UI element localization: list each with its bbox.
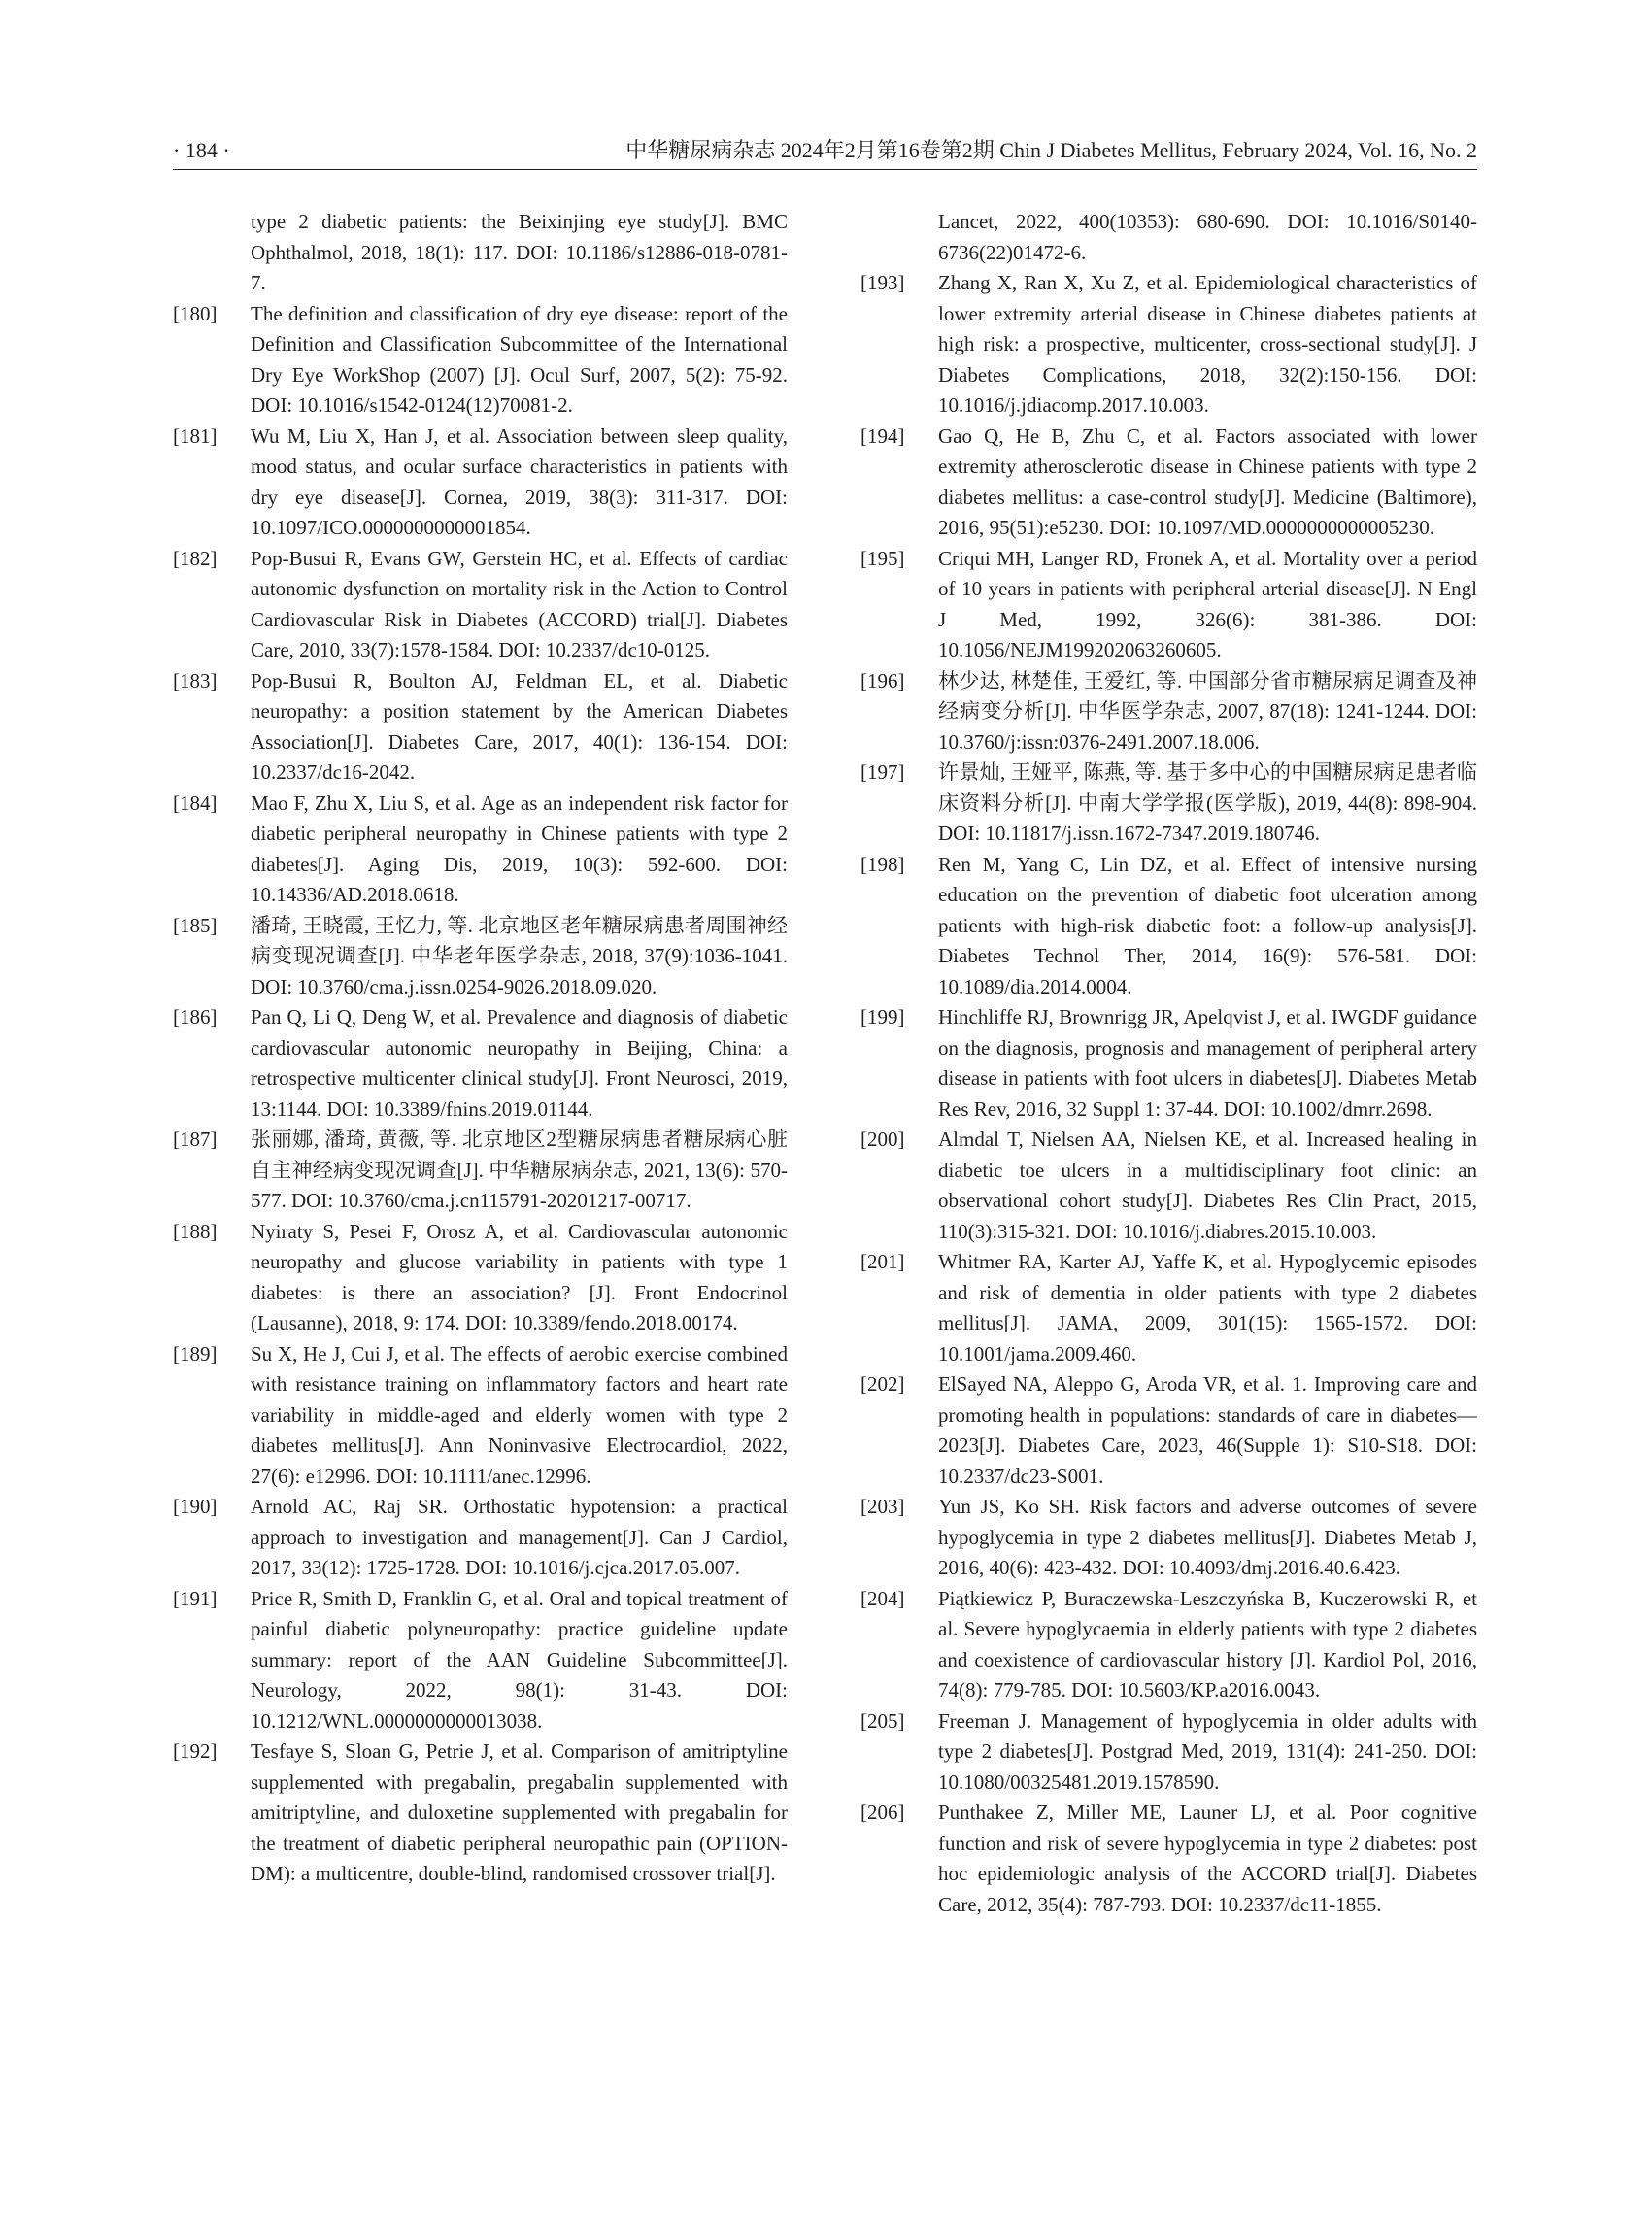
reference-number: [188] bbox=[173, 1219, 218, 1243]
reference-item bbox=[173, 544, 788, 666]
reference-number: [193] bbox=[860, 271, 905, 294]
reference-item bbox=[860, 1492, 1477, 1584]
reference-item bbox=[173, 1002, 788, 1125]
reference-number: [190] bbox=[173, 1495, 218, 1518]
reference-number: [202] bbox=[860, 1372, 905, 1396]
reference-continuation: type 2 diabetic patients: the Beixinjing eye study[J]. BMC Ophthalmol, 2018, 18(1): 117. DOI: 10.1186/s12886-018-0781-7. bbox=[251, 210, 788, 294]
reference-number: [201] bbox=[860, 1250, 905, 1273]
reference-item bbox=[173, 1584, 788, 1737]
reference-item bbox=[173, 666, 788, 789]
reference-number: [204] bbox=[860, 1586, 905, 1610]
reference-item bbox=[860, 544, 1477, 666]
reference-text: Zhang X, Ran X, Xu Z, et al. Epidemiological characteristics of lower extremity arterial disease in Chinese diabetes patients at high risk: a prospective, multicenter, cross-sectional study[J]. J Diabetes Complications, 2018, 32(2):150-156. DOI: 10.1016/j.jdiacomp.2017.10.003. bbox=[938, 271, 1477, 417]
reference-text: Gao Q, He B, Zhu C, et al. Factors associated with lower extremity atherosclerotic disease in Chinese patients with type 2 diabetes mellitus: a case-control study[J]. Medicine (Baltimore), 2016, 95(51):e5230. DOI: 10.1097/MD.0000000000005230. bbox=[938, 423, 1477, 539]
reference-text: Ren M, Yang C, Lin DZ, et al. Effect of intensive nursing education on the prevention of diabetic foot ulceration among patients with high-risk diabetic foot: a follow-up analysis[J]. Diabetes Technol Ther, 2014, 16(9): 576-581. DOI: 10.1089/dia.2014.0004. bbox=[938, 852, 1477, 998]
reference-text: Pop-Busui R, Boulton AJ, Feldman EL, et al. Diabetic neuropathy: a position statement by the American Diabetes Association[J]. Diabetes Care, 2017, 40(1): 136-154. DOI: 10.2337/dc16-2042. bbox=[251, 668, 788, 784]
reference-number: [184] bbox=[173, 791, 218, 815]
reference-text: ElSayed NA, Aleppo G, Aroda VR, et al. 1. Improving care and promoting health in populations: standards of care in diabetes—2023[J]. Diabetes Care, 2023, 46(Supple 1): S10-S18. DOI: 10.2337/dc23-S001. bbox=[938, 1372, 1477, 1488]
reference-text: Hinchliffe RJ, Brownrigg JR, Apelqvist J, et al. IWGDF guidance on the diagnosis, prognosis and management of peripheral artery disease in patients with foot ulcers in diabetes[J]. Diabetes Metab Res Rev, 2016, 32 Suppl 1: 37-44. DOI: 10.1002/dmrr.2698. bbox=[938, 1005, 1477, 1121]
page-number: · 184 · bbox=[173, 138, 230, 162]
reference-item bbox=[173, 421, 788, 544]
reference-item bbox=[173, 299, 788, 421]
reference-number: [180] bbox=[173, 301, 218, 325]
reference-item bbox=[173, 1125, 788, 1217]
reference-item bbox=[173, 1217, 788, 1339]
reference-item bbox=[860, 268, 1477, 421]
reference-text: 林少达, 林楚佳, 王爱红, 等. 中国部分省市糖尿病足调查及神经病变分析[J]. 中华医学杂志, 2007, 87(18): 1241-1244. DOI: 10.3760/j:issn:0376-2491.2007.18.006. bbox=[938, 668, 1477, 754]
reference-text: Mao F, Zhu X, Liu S, et al. Age as an independent risk factor for diabetic peripheral neuropathy in Chinese patients with type 2 diabetes[J]. Aging Dis, 2019, 10(3): 592-600. DOI: 10.14336/AD.2018.0618. bbox=[251, 791, 788, 906]
reference-number: [185] bbox=[173, 913, 218, 937]
reference-continuation: Lancet, 2022, 400(10353): 680-690. DOI: 10.1016/S0140-6736(22)01472-6. bbox=[938, 210, 1477, 264]
reference-text: Nyiraty S, Pesei F, Orosz A, et al. Cardiovascular autonomic neuropathy and glucose variability in patients with type 1 diabetes: is there an association? [J]. Front Endocrinol (Lausanne), 2018, 9: 174. DOI: 10.3389/fendo.2018.00174. bbox=[251, 1219, 788, 1334]
reference-number: [196] bbox=[860, 668, 905, 692]
reference-item bbox=[860, 1706, 1477, 1799]
reference-item bbox=[860, 1247, 1477, 1369]
right-column bbox=[860, 207, 1477, 1920]
reference-list bbox=[173, 299, 788, 1890]
reference-text: Tesfaye S, Sloan G, Petrie J, et al. Comparison of amitriptyline supplemented with pregabalin, pregabalin supplemented with amitriptyline, and duloxetine supplemented with pregabalin for the treatment of diabetic peripheral neuropathic pain (OPTION-DM): a multicentre, double-blind, randomised crossover trial[J]. bbox=[251, 1739, 788, 1885]
reference-item bbox=[173, 1339, 788, 1493]
reference-item bbox=[860, 1369, 1477, 1492]
reference-text: 潘琦, 王晓霞, 王忆力, 等. 北京地区老年糖尿病患者周围神经病变现况调查[J]. 中华老年医学杂志, 2018, 37(9):1036-1041. DOI: 10.3760/cma.j.issn.0254-9026.2018.09.020. bbox=[251, 913, 788, 998]
reference-list bbox=[860, 268, 1477, 1920]
running-header bbox=[173, 134, 1477, 170]
reference-number: [194] bbox=[860, 423, 905, 448]
reference-number: [203] bbox=[860, 1495, 905, 1518]
reference-text: Punthakee Z, Miller ME, Launer LJ, et al. Poor cognitive function and risk of severe hypoglycemia in type 2 diabetes: post hoc epidemiologic analysis of the ACCORD trial[J]. Diabetes Care, 2012, 35(4): 787-793. DOI: 10.2337/dc11-1855. bbox=[938, 1801, 1477, 1916]
reference-item bbox=[860, 421, 1477, 544]
reference-item bbox=[173, 911, 788, 1003]
reference-text: Price R, Smith D, Franklin G, et al. Oral and topical treatment of painful diabetic polyneuropathy: practice guideline update summary: report of the AAN Guideline Subcommittee[J]. Neurology, 2022, 98(1): 31-43. DOI: 10.1212/WNL.0000000000013038. bbox=[251, 1586, 788, 1733]
reference-text: Pop-Busui R, Evans GW, Gerstein HC, et al. Effects of cardiac autonomic dysfunction on mortality risk in the Action to Control Cardiovascular Risk in Diabetes (ACCORD) trial[J]. Diabetes Care, 2010, 33(7):1578-1584. DOI: 10.2337/dc10-0125. bbox=[251, 546, 788, 661]
reference-number: [197] bbox=[860, 760, 905, 784]
reference-text: Pan Q, Li Q, Deng W, et al. Prevalence and diagnosis of diabetic cardiovascular autonomic neuropathy in Beijing, China: a retrospective multicenter clinical study[J]. Front Neurosci, 2019, 13:1144. DOI: 10.3389/fnins.2019.01144. bbox=[251, 1005, 788, 1121]
reference-text: Su X, He J, Cui J, et al. The effects of aerobic exercise combined with resistance training on inflammatory factors and heart rate variability in middle-aged and elderly women with type 2 diabetes mellitus[J]. Ann Noninvasive Electrocardiol, 2022, 27(6): e12996. DOI: 10.1111/anec.12996. bbox=[251, 1341, 788, 1488]
reference-item bbox=[860, 1584, 1477, 1706]
reference-number: [191] bbox=[173, 1586, 218, 1610]
reference-text: Piątkiewicz P, Buraczewska-Leszczyńska B, Kuczerowski R, et al. Severe hypoglycaemia in elderly patients with type 2 diabetes and coexistence of cardiovascular history [J]. Kardiol Pol, 2016, 74(8): 779-785. DOI: 10.5603/KP.a2016.0043. bbox=[938, 1586, 1477, 1702]
reference-text: Arnold AC, Raj SR. Orthostatic hypotension: a practical approach to investigation and management[J]. Can J Cardiol, 2017, 33(12): 1725-1728. DOI: 10.1016/j.cjca.2017.05.007. bbox=[251, 1495, 788, 1579]
reference-text: Almdal T, Nielsen AA, Nielsen KE, et al. Increased healing in diabetic toe ulcers in a multidisciplinary foot clinic: an observational cohort study[J]. Diabetes Res Clin Pract, 2015, 110(3):315-321. DOI: 10.1016/j.diabres.2015.10.003. bbox=[938, 1128, 1477, 1243]
reference-item bbox=[173, 1736, 788, 1890]
reference-item bbox=[173, 789, 788, 911]
reference-text: Yun JS, Ko SH. Risk factors and adverse outcomes of severe hypoglycemia in type 2 diabetes mellitus[J]. Diabetes Metab J, 2016, 40(6): 423-432. DOI: 10.4093/dmj.2016.40.6.423. bbox=[938, 1495, 1477, 1579]
reference-number: [183] bbox=[173, 668, 218, 692]
reference-item bbox=[860, 850, 1477, 1003]
reference-number: [195] bbox=[860, 546, 905, 570]
reference-number: [198] bbox=[860, 852, 905, 876]
reference-text: 许景灿, 王娅平, 陈燕, 等. 基于多中心的中国糖尿病足患者临床资料分析[J]. 中南大学学报(医学版), 2019, 44(8): 898-904. DOI: 10.11817/j.issn.1672-7347.2019.180746. bbox=[938, 760, 1477, 845]
reference-number: [206] bbox=[860, 1801, 905, 1824]
reference-number: [181] bbox=[173, 423, 218, 448]
reference-text: Wu M, Liu X, Han J, et al. Association between sleep quality, mood status, and ocular surface characteristics in patients with dry eye disease[J]. Cornea, 2019, 38(3): 311-317. DOI: 10.1097/ICO.0000000000001854. bbox=[251, 423, 788, 539]
reference-number: [189] bbox=[173, 1341, 218, 1365]
journal-citation: 中华糖尿病杂志 2024年2月第16卷第2期 Chin J Diabetes Mellitus, February 2024, Vol. 16, No. 2 bbox=[625, 138, 1477, 162]
reference-text: Freeman J. Management of hypoglycemia in older adults with type 2 diabetes[J]. Postgrad Med, 2019, 131(4): 241-250. DOI: 10.1080/00325481.2019.1578590. bbox=[938, 1708, 1477, 1794]
reference-number: [200] bbox=[860, 1128, 905, 1151]
reference-item bbox=[860, 1798, 1477, 1920]
reference-text: 张丽娜, 潘琦, 黄薇, 等. 北京地区2型糖尿病患者糖尿病心脏自主神经病变现况调查[J]. 中华糖尿病杂志, 2021, 13(6): 570-577. DOI: 10.3760/cma.j.cn115791-20201217-00717. bbox=[251, 1128, 788, 1212]
reference-item bbox=[860, 666, 1477, 759]
reference-item bbox=[860, 1125, 1477, 1247]
reference-number: [205] bbox=[860, 1708, 905, 1733]
reference-number: [199] bbox=[860, 1005, 905, 1028]
reference-item bbox=[173, 1492, 788, 1584]
reference-number: [187] bbox=[173, 1128, 218, 1151]
reference-number: [192] bbox=[173, 1739, 218, 1763]
reference-text: Criqui MH, Langer RD, Fronek A, et al. Mortality over a period of 10 years in patients with peripheral arterial disease[J]. N Engl J Med, 1992, 326(6): 381-386. DOI: 10.1056/NEJM199202063260605. bbox=[938, 546, 1477, 661]
reference-item bbox=[860, 1002, 1477, 1125]
reference-text: Whitmer RA, Karter AJ, Yaffe K, et al. Hypoglycemic episodes and risk of dementia in older patients with type 2 diabetes mellitus[J]. JAMA, 2009, 301(15): 1565-1572. DOI: 10.1001/jama.2009.460. bbox=[938, 1250, 1477, 1365]
left-column bbox=[173, 207, 788, 1890]
reference-text: The definition and classification of dry eye disease: report of the Definition and Classification Subcommittee of the International Dry Eye WorkShop (2007) [J]. Ocul Surf, 2007, 5(2): 75-92. DOI: 10.1016/s1542-0124(12)70081-2. bbox=[251, 301, 788, 417]
reference-item bbox=[860, 758, 1477, 850]
reference-number: [186] bbox=[173, 1005, 218, 1028]
reference-number: [182] bbox=[173, 546, 218, 570]
